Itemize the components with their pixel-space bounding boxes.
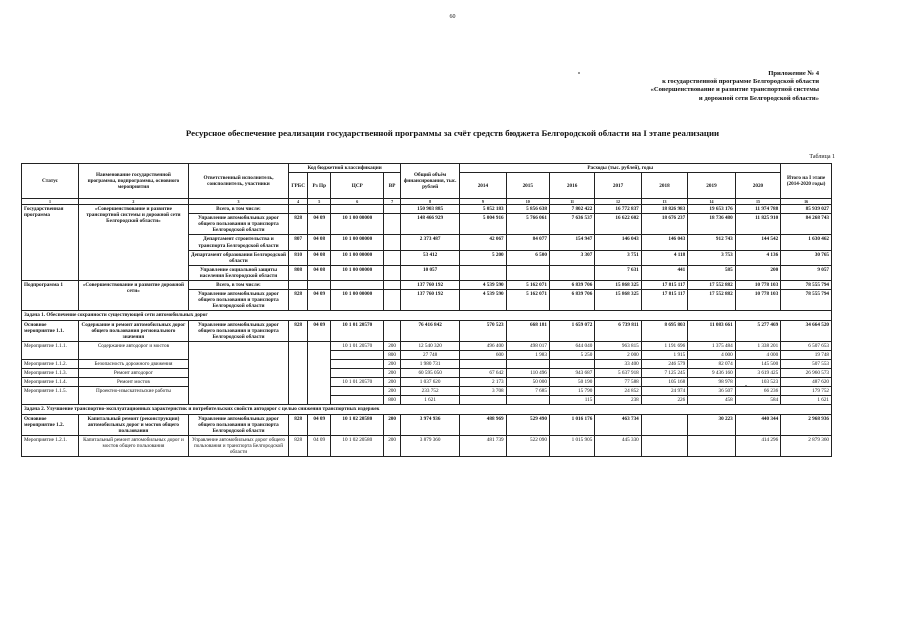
- table-cell: 53 412: [401, 250, 460, 265]
- table-cell: 50 000: [506, 378, 549, 387]
- table-cell: 145 500: [735, 359, 780, 368]
- table-cell: 60 595 050: [401, 369, 460, 378]
- table-cell: 1 015 905: [549, 435, 594, 456]
- table-cell: 810: [289, 250, 308, 265]
- table-cell: 78 555 794: [781, 281, 832, 290]
- table-cell: 3 753: [688, 250, 736, 265]
- table-cell: 1 630 462: [781, 235, 832, 250]
- table-cell: 30 765: [781, 250, 832, 265]
- table-cell: 30 223: [688, 414, 736, 435]
- table-cell: [308, 205, 331, 214]
- table-cell: 144 542: [735, 235, 780, 250]
- table-cell: 5 766 061: [506, 214, 549, 235]
- table-row: [22, 205, 832, 214]
- table-cell: 463 734: [595, 414, 641, 435]
- table-row: [22, 435, 832, 456]
- table-cell: 15 868 325: [595, 290, 641, 311]
- col-2016: 2016: [549, 173, 594, 199]
- col-grbs: ГРБС: [289, 173, 308, 199]
- table-cell: 4 118: [641, 250, 687, 265]
- table-cell: 6 739 811: [595, 320, 641, 341]
- row-executor: Всего, в том числе:: [188, 281, 288, 290]
- table-cell: 3: [188, 199, 288, 205]
- table-cell: 4: [289, 199, 308, 205]
- col-2018: 2018: [641, 173, 687, 199]
- row-name: Ремонт мостов: [79, 378, 189, 387]
- table-cell: 04 09: [308, 214, 331, 235]
- table-cell: 24 852: [595, 387, 641, 396]
- table-cell: [384, 205, 401, 214]
- table-cell: [384, 290, 401, 311]
- table-cell: 19 653 176: [688, 205, 736, 214]
- table-cell: [289, 341, 308, 405]
- table-cell: 5 250: [549, 350, 594, 359]
- table-cell: 1 980 731: [401, 359, 460, 368]
- table-cell: 200: [384, 435, 401, 456]
- col-stage: Итого на I этапе (2014-2020 годы): [781, 164, 832, 199]
- col-2017: 2017: [595, 173, 641, 199]
- row-status: Мероприятие 1.1.5.: [22, 387, 79, 405]
- table-cell: 1 016 176: [549, 414, 594, 435]
- table-cell: 10 1 01 20570: [331, 378, 384, 387]
- table-cell: 5 277 469: [735, 320, 780, 341]
- table-cell: 7 125 245: [641, 369, 687, 378]
- table-cell: [331, 369, 384, 378]
- table-cell: [331, 350, 384, 359]
- table-cell: 1 338 201: [735, 341, 780, 350]
- col-vr: ВР: [384, 173, 401, 199]
- table-cell: 11 083 661: [688, 320, 736, 341]
- table-cell: 6 839 706: [549, 281, 594, 290]
- row-status: Основное мероприятие 1.1.: [22, 320, 79, 341]
- table-cell: 200: [384, 359, 401, 368]
- table-cell: 33 400: [595, 359, 641, 368]
- table-cell: 04 09: [308, 414, 331, 435]
- table-cell: 4 539 590: [460, 281, 506, 290]
- table-cell: 9: [460, 199, 506, 205]
- table-cell: 585: [688, 265, 736, 280]
- row-executor: Управление автомобильных дорог общего пользования и транспорта Белгородской области: [188, 435, 288, 456]
- table-cell: 6 839 706: [549, 290, 594, 311]
- table-cell: [308, 341, 331, 405]
- col-executor: Ответственный исполнитель, соисполнитель, участники: [188, 164, 288, 199]
- table-cell: 498 017: [506, 341, 549, 350]
- table-cell: 16 622 602: [595, 214, 641, 235]
- table-cell: 226: [641, 396, 687, 405]
- scan-dot: [578, 72, 580, 74]
- table-cell: 9 436 160: [688, 369, 736, 378]
- table-cell: [460, 359, 506, 368]
- table-cell: 828: [289, 214, 308, 235]
- table-cell: 1 037 620: [401, 378, 460, 387]
- table-cell: 522 090: [506, 435, 549, 456]
- table-cell: 10 1 00 00000: [331, 214, 384, 235]
- table-cell: 487 620: [781, 378, 832, 387]
- table-cell: 1 375 484: [688, 341, 736, 350]
- table-cell: 04 08: [308, 235, 331, 250]
- table-cell: 154 947: [549, 235, 594, 250]
- row-status: Подпрограмма 1: [22, 281, 79, 311]
- row-name: Содержание автодорог и мостов: [79, 341, 189, 359]
- table-cell: 5 856 638: [506, 205, 549, 214]
- table-cell: 5 200: [460, 250, 506, 265]
- row-status: Государственная программа: [22, 205, 79, 281]
- table-cell: 27 748: [401, 350, 460, 359]
- row-status: Мероприятие 1.1.4.: [22, 378, 79, 387]
- table-cell: 04 08: [308, 250, 331, 265]
- table-cell: [331, 281, 384, 290]
- row-name: Содержание и ремонт автомобильных дорог общего пользования регионального значения: [79, 320, 189, 341]
- table-cell: 04 09: [308, 435, 331, 456]
- table-cell: 66 236: [735, 387, 780, 396]
- col-total: Общий объём финансирования, тыс. рублей: [401, 164, 460, 199]
- table-cell: 200: [384, 414, 401, 435]
- table-cell: 9 057: [781, 265, 832, 280]
- table-cell: [688, 435, 736, 456]
- table-cell: 2 968 936: [781, 414, 832, 435]
- table-cell: [549, 265, 594, 280]
- table-cell: 4 000: [735, 350, 780, 359]
- table-cell: 84 077: [506, 235, 549, 250]
- table-cell: 137 760 192: [401, 281, 460, 290]
- table-cell: [506, 396, 549, 405]
- table-cell: 2 879 360: [781, 435, 832, 456]
- table-cell: 1 659 072: [549, 320, 594, 341]
- table-cell: 4 136: [735, 250, 780, 265]
- table-cell: 963 815: [595, 341, 641, 350]
- row-status: Мероприятие 1.1.3.: [22, 369, 79, 378]
- table-cell: 19 748: [781, 350, 832, 359]
- table-row: [22, 341, 832, 350]
- table-cell: 04 09: [308, 320, 331, 341]
- table-cell: 7 636 537: [549, 214, 594, 235]
- table-cell: 16: [781, 199, 832, 205]
- table-cell: [641, 414, 687, 435]
- table-cell: 115: [549, 396, 594, 405]
- table-cell: [506, 265, 549, 280]
- table-cell: 458: [688, 396, 736, 405]
- table-cell: 1 621: [401, 396, 460, 405]
- col-2020: 2020: [735, 173, 780, 199]
- appendix-header: [651, 70, 819, 103]
- row-status: Основное мероприятие 1.2.: [22, 414, 79, 435]
- table-cell: [506, 359, 549, 368]
- table-cell: [289, 281, 308, 290]
- table-cell: 10 778 103: [735, 281, 780, 290]
- table-cell: 584: [735, 396, 780, 405]
- table-cell: 18 826 983: [641, 205, 687, 214]
- table-cell: 04 09: [308, 290, 331, 311]
- col-costs: Расходы (тыс. рублей), годы: [460, 164, 781, 173]
- table-cell: 103 523: [735, 378, 780, 387]
- table-cell: 18 676 237: [641, 214, 687, 235]
- row-executor: Департамент образования Белгородской области: [188, 250, 288, 265]
- table-cell: 828: [289, 290, 308, 311]
- table-cell: 85 939 027: [781, 205, 832, 214]
- row-executor: Управление автомобильных дорог общего пользования и транспорта Белгородской области: [188, 414, 288, 435]
- table-cell: 808: [289, 265, 308, 280]
- table-cell: 1 915: [641, 350, 687, 359]
- row-executor: Управление автомобильных дорог общего пользования и транспорта Белгородской области: [188, 214, 288, 235]
- col-status: Статус: [22, 164, 79, 199]
- table-cell: 10 1 00 00000: [331, 235, 384, 250]
- table-cell: 7 685: [506, 387, 549, 396]
- table-cell: 17 815 117: [641, 290, 687, 311]
- table-cell: 148 466 929: [401, 214, 460, 235]
- table-cell: 98 978: [688, 378, 736, 387]
- table-cell: 17 552 882: [688, 281, 736, 290]
- table-cell: 200: [384, 369, 401, 378]
- table-cell: 137 760 192: [401, 290, 460, 311]
- col-2014: 2014: [460, 173, 506, 199]
- table-cell: 6 507 653: [781, 341, 832, 350]
- resource-table: [21, 163, 832, 457]
- table-row: [22, 359, 832, 368]
- table-cell: 488 969: [460, 414, 506, 435]
- row-executor-empty: [188, 341, 288, 405]
- row-status: Мероприятие 1.2.1.: [22, 435, 79, 456]
- table-cell: 668 181: [506, 320, 549, 341]
- table-cell: 2 000: [595, 350, 641, 359]
- table-cell: 1: [22, 199, 79, 205]
- table-cell: 12 540 320: [401, 341, 460, 350]
- table-cell: 2: [79, 199, 189, 205]
- table-cell: 496 400: [460, 341, 506, 350]
- table-cell: [331, 205, 384, 214]
- table-cell: 6: [331, 199, 384, 205]
- table-cell: 78 555 794: [781, 290, 832, 311]
- table-cell: 1 621: [781, 396, 832, 405]
- row-name: «Совершенствование и развитие транспортной системы и дорожной сети Белгородской области»: [79, 205, 189, 281]
- table-row: [22, 320, 832, 341]
- table-cell: 77 588: [595, 378, 641, 387]
- table-cell: 529 490: [506, 414, 549, 435]
- table-cell: 04 08: [308, 265, 331, 280]
- table-cell: 11 825 910: [735, 214, 780, 235]
- table-cell: 5 637 918: [595, 369, 641, 378]
- table-cell: 2 373 487: [401, 235, 460, 250]
- table-cell: 5 004 916: [460, 214, 506, 235]
- appendix-line-4: и дорожной сети Белгородской области»: [698, 94, 819, 102]
- table-cell: 5 052 183: [460, 205, 506, 214]
- table-cell: 150 903 885: [401, 205, 460, 214]
- table-cell: 26 960 573: [781, 369, 832, 378]
- col-2019: 2019: [688, 173, 736, 199]
- table-cell: 10 1 02 20580: [331, 414, 384, 435]
- table-cell: 3 708: [460, 387, 506, 396]
- row-name: Ремонт автодорог: [79, 369, 189, 378]
- col-csr: ЦСР: [331, 173, 384, 199]
- table-number: Таблица 1: [809, 154, 835, 160]
- table-cell: 110 496: [506, 369, 549, 378]
- table-cell: 36 507: [688, 387, 736, 396]
- table-cell: 238: [595, 396, 641, 405]
- col-rzpr: Рз Пр: [308, 173, 331, 199]
- row-status: Мероприятие 1.1.1.: [22, 341, 79, 359]
- row-name: Капитальный ремонт (реконструкция) автомобильных дорог и мостов общего пользования: [79, 414, 189, 435]
- table-cell: 15 790: [549, 387, 594, 396]
- table-cell: 481 739: [460, 435, 506, 456]
- table-cell: 10 1 01 20570: [331, 320, 384, 341]
- table-cell: 84 268 743: [781, 214, 832, 235]
- table-cell: 3 751: [595, 250, 641, 265]
- table-cell: 11 974 788: [735, 205, 780, 214]
- table-cell: 17 552 882: [688, 290, 736, 311]
- task-2-heading: Задача 2. Улучшение транспортно-эксплуатационных характеристик и потребительских свойств автодорог с целью снижения транспортных издержек: [22, 405, 832, 414]
- table-cell: 5 162 071: [506, 290, 549, 311]
- table-cell: 200: [384, 341, 401, 350]
- table-cell: 570 523: [460, 320, 506, 341]
- task-1-heading: Задача 1. Обеспечение сохранности существующей сети автомобильных дорог: [22, 311, 832, 320]
- table-cell: 1 983: [506, 350, 549, 359]
- table-cell: 5: [308, 199, 331, 205]
- table-cell: 800: [384, 396, 401, 405]
- table-cell: [384, 214, 401, 235]
- table-cell: 3 619 425: [735, 369, 780, 378]
- table-cell: 18 736 480: [688, 214, 736, 235]
- table-cell: [641, 435, 687, 456]
- table-row: [22, 414, 832, 435]
- table-cell: 200: [384, 387, 401, 396]
- table-cell: 912 743: [688, 235, 736, 250]
- table-cell: 16 772 837: [595, 205, 641, 214]
- table-cell: 828: [289, 320, 308, 341]
- table-cell: 10 1 02 20580: [331, 435, 384, 456]
- table-row: [22, 387, 832, 396]
- row-name: «Совершенствование и развитие дорожной сети»: [79, 281, 189, 311]
- table-cell: [384, 265, 401, 280]
- table-cell: 507 553: [781, 359, 832, 368]
- table-cell: [331, 359, 384, 368]
- row-executor: Управление социальной защиты населения Белгородской области: [188, 265, 288, 280]
- table-cell: 200: [384, 378, 401, 387]
- table-cell: 800: [384, 350, 401, 359]
- table-cell: [384, 320, 401, 341]
- table-cell: 600: [460, 350, 506, 359]
- table-cell: 10: [506, 199, 549, 205]
- col-name: Наименование государственной программы, подпрограммы, основного мероприятия: [79, 164, 189, 199]
- table-cell: 445 330: [595, 435, 641, 456]
- table-cell: [460, 265, 506, 280]
- table-cell: 644 040: [549, 341, 594, 350]
- table-cell: 414 296: [735, 435, 780, 456]
- table-cell: 10 1 00 00000: [331, 265, 384, 280]
- table-cell: 828: [289, 435, 308, 456]
- table-row: [22, 378, 832, 387]
- table-cell: 3 307: [549, 250, 594, 265]
- table-cell: 10 778 103: [735, 290, 780, 311]
- appendix-line-3: «Совершенствование и развитие транспортной системы: [650, 86, 819, 94]
- table-cell: 34 664 520: [781, 320, 832, 341]
- table-cell: 14: [688, 199, 736, 205]
- table-cell: 200: [735, 265, 780, 280]
- table-cell: [384, 281, 401, 290]
- table-cell: 76 416 842: [401, 320, 460, 341]
- table-cell: 50 190: [549, 378, 594, 387]
- table-cell: 11: [549, 199, 594, 205]
- table-cell: 179 752: [781, 387, 832, 396]
- table-cell: [549, 359, 594, 368]
- row-status: Мероприятие 1.1.2.: [22, 359, 79, 368]
- table-cell: [331, 387, 384, 396]
- row-executor: Управление автомобильных дорог общего пользования и транспорта Белгородской области: [188, 320, 288, 341]
- table-cell: 15 868 325: [595, 281, 641, 290]
- table-cell: 2 173: [460, 378, 506, 387]
- table-cell: 4 000: [688, 350, 736, 359]
- table-cell: [460, 396, 506, 405]
- table-cell: [308, 281, 331, 290]
- row-name: Безопасность дорожного движения: [79, 359, 189, 368]
- table-cell: 67 642: [460, 369, 506, 378]
- table-cell: [331, 396, 384, 405]
- table-cell: 8 695 803: [641, 320, 687, 341]
- row-executor: Всего, в том числе:: [188, 205, 288, 214]
- row-executor: Департамент строительства и транспорта Белгородской области: [188, 235, 288, 250]
- table-cell: 807: [289, 235, 308, 250]
- table-cell: 7 802 422: [549, 205, 594, 214]
- table-cell: 3 879 360: [401, 435, 460, 456]
- table-cell: 8: [401, 199, 460, 205]
- appendix-line-1: Приложение № 4: [768, 70, 819, 77]
- table-cell: 12: [595, 199, 641, 205]
- appendix-line-2: к государственной программе Белгородской области: [662, 78, 819, 86]
- table-cell: [289, 205, 308, 214]
- table-cell: 233 752: [401, 387, 460, 396]
- table-cell: 13: [641, 199, 687, 205]
- table-cell: [384, 235, 401, 250]
- table-cell: 146 043: [595, 235, 641, 250]
- table-cell: 1 191 696: [641, 341, 687, 350]
- table-cell: 828: [289, 414, 308, 435]
- page-number: 60: [449, 14, 456, 20]
- table-cell: 82 074: [688, 359, 736, 368]
- task-row: [22, 311, 832, 320]
- row-executor: Управление автомобильных дорог общего пользования и транспорта Белгородской области: [188, 290, 288, 311]
- table-cell: 7 631: [595, 265, 641, 280]
- table-cell: 6 500: [506, 250, 549, 265]
- table-cell: 246 579: [641, 359, 687, 368]
- col-kbk: Код бюджетной классификации: [289, 164, 401, 173]
- table-cell: 10 1 00 00000: [331, 250, 384, 265]
- table-cell: 10 1 01 20570: [331, 341, 384, 350]
- table-row: [22, 281, 832, 290]
- row-name: Капитальный ремонт автомобильных дорог и мостов общего пользования: [79, 435, 189, 456]
- table-cell: 17 815 117: [641, 281, 687, 290]
- table-row: [22, 369, 832, 378]
- table-cell: 42 067: [460, 235, 506, 250]
- table-cell: 3 974 936: [401, 414, 460, 435]
- table-cell: 4 539 590: [460, 290, 506, 311]
- table-cell: 943 687: [549, 369, 594, 378]
- col-2015: 2015: [506, 173, 549, 199]
- table-cell: 10 1 00 00000: [331, 290, 384, 311]
- document-title: Ресурсное обеспечение реализации государственной программы за счёт средств бюджета Белгородской области на I этапе реализации: [185, 128, 720, 138]
- table-cell: 5 162 071: [506, 281, 549, 290]
- table-cell: 146 043: [641, 235, 687, 250]
- table-cell: 441: [641, 265, 687, 280]
- table-cell: 105 168: [641, 378, 687, 387]
- table-cell: 24 974: [641, 387, 687, 396]
- table-cell: 10 057: [401, 265, 460, 280]
- table-cell: [384, 250, 401, 265]
- row-name: Проектно-изыскательские работы: [79, 387, 189, 405]
- table-cell: 15: [735, 199, 780, 205]
- table-cell: 440 344: [735, 414, 780, 435]
- task-row: [22, 405, 832, 414]
- table-cell: 7: [384, 199, 401, 205]
